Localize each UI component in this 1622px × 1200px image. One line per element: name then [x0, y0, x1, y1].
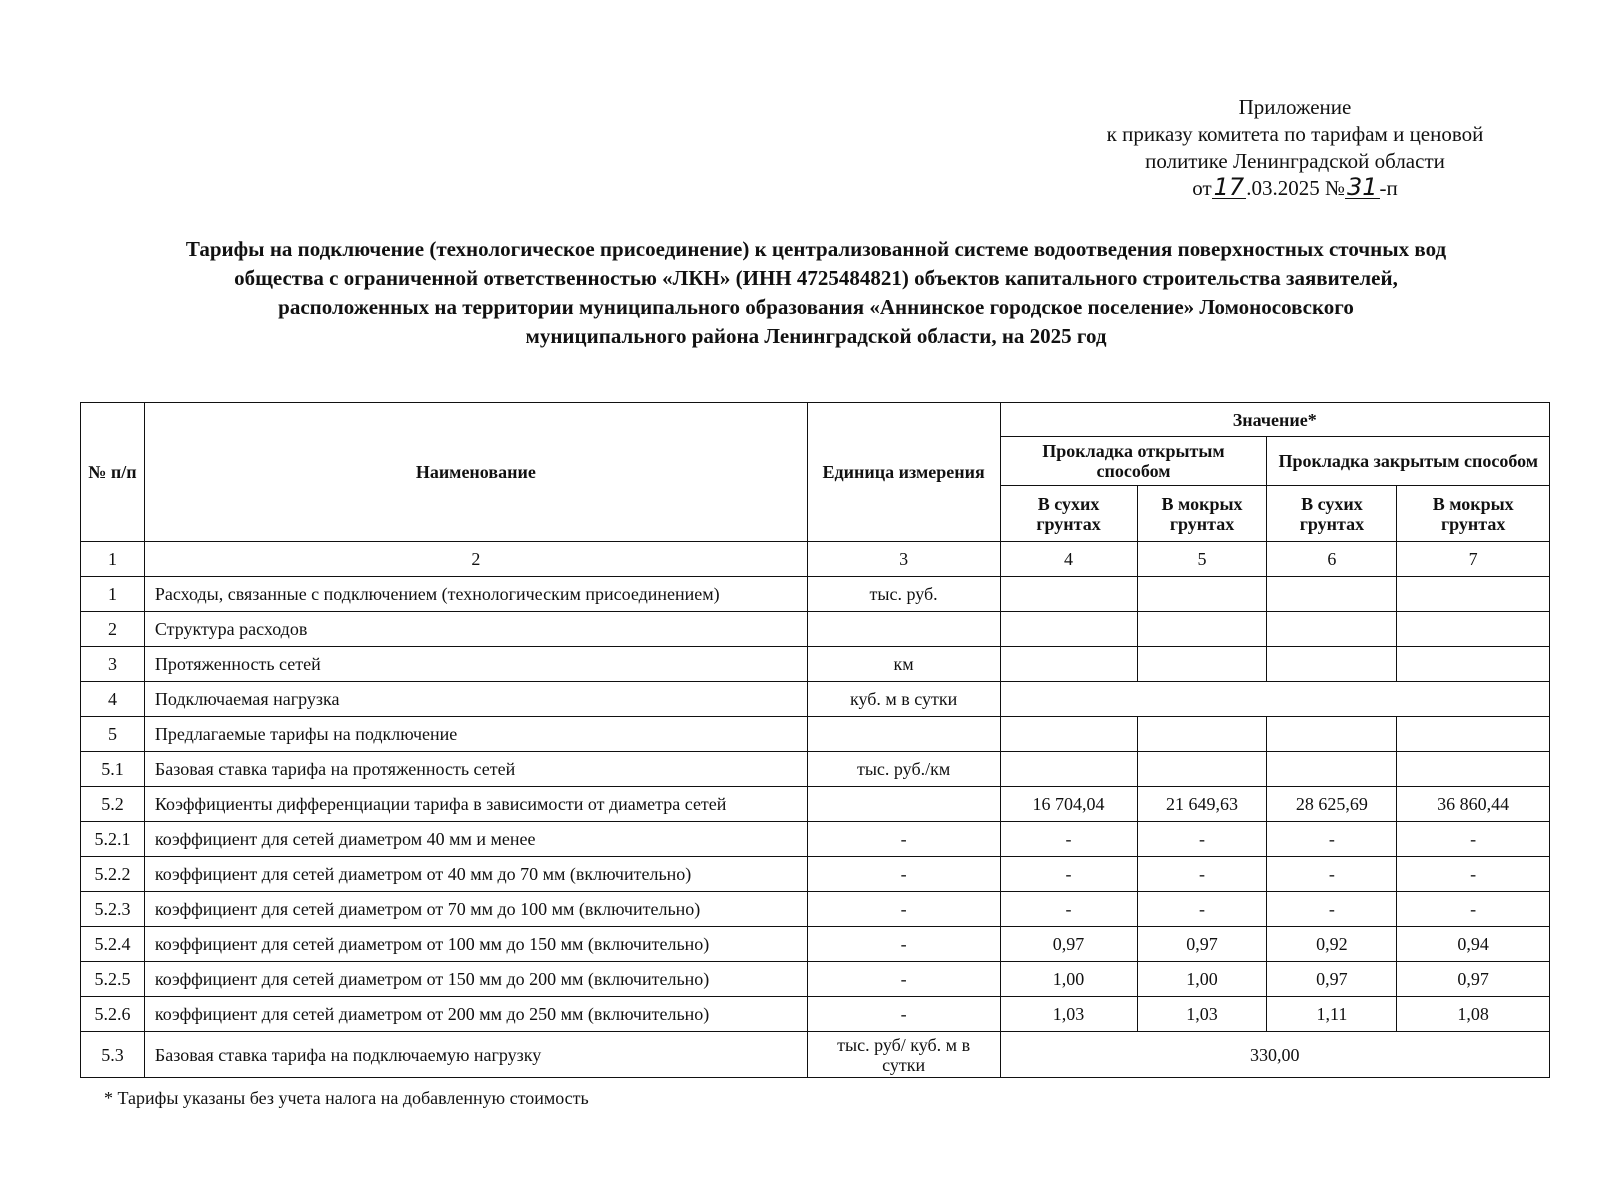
- table-row: [81, 577, 1550, 612]
- date-day-handwritten: 17: [1213, 173, 1245, 201]
- row-number: 5.2.1: [81, 822, 145, 857]
- row-value: [1137, 717, 1267, 752]
- row-name: коэффициент для сетей диаметром от 40 мм до 70 мм (включительно): [144, 857, 807, 892]
- row-value: 0,94: [1397, 927, 1550, 962]
- row-unit: -: [807, 962, 1000, 997]
- row-value: [1267, 647, 1397, 682]
- header-closed-method: Прокладка закрытым способом: [1267, 437, 1550, 486]
- row-number: 4: [81, 682, 145, 717]
- row-name: коэффициент для сетей диаметром от 150 мм до 200 мм (включительно): [144, 962, 807, 997]
- row-value: -: [1397, 822, 1550, 857]
- row-unit: -: [807, 857, 1000, 892]
- row-value: [1397, 717, 1550, 752]
- row-number: 5.3: [81, 1032, 145, 1078]
- header-num: № п/п: [81, 403, 145, 542]
- row-value: 16 704,04: [1000, 787, 1137, 822]
- row-value: -: [1267, 857, 1397, 892]
- table-row: [81, 962, 1550, 997]
- row-number: 5.2.2: [81, 857, 145, 892]
- row-value: [1000, 647, 1137, 682]
- title-line-4: муниципального района Ленинградской области, на 2025 год: [525, 324, 1107, 348]
- title-line-2: общества с ограниченной ответственностью «ЛКН» (ИНН 4725484821) объектов капитального строительства заявителей,: [234, 266, 1398, 290]
- row-number: 5.1: [81, 752, 145, 787]
- row-unit: тыс. руб/ куб. м в сутки: [807, 1032, 1000, 1078]
- header-value: Значение*: [1000, 403, 1550, 437]
- column-number: 4: [1000, 542, 1137, 577]
- row-name: Базовая ставка тарифа на подключаемую нагрузку: [144, 1032, 807, 1078]
- row-number: 1: [81, 577, 145, 612]
- row-value: 36 860,44: [1397, 787, 1550, 822]
- column-number: 7: [1397, 542, 1550, 577]
- title-line-3: расположенных на территории муниципального образования «Аннинское городское поселение» Ломоносовского: [278, 295, 1354, 319]
- column-number: 6: [1267, 542, 1397, 577]
- row-unit: тыс. руб./км: [807, 752, 1000, 787]
- table-row: [81, 647, 1550, 682]
- header-wet-open: В мокрых грунтах: [1137, 486, 1267, 542]
- row-value-merged: 330,00: [1000, 1032, 1550, 1078]
- footnote: * Тарифы указаны без учета налога на добавленную стоимость: [104, 1088, 589, 1108]
- appendix-line-2: к приказу комитета по тарифам и ценовой: [1106, 122, 1484, 146]
- row-value: [1397, 752, 1550, 787]
- row-name: Предлагаемые тарифы на подключение: [144, 717, 807, 752]
- row-value: -: [1137, 892, 1267, 927]
- row-value: -: [1397, 892, 1550, 927]
- row-value: [1000, 612, 1137, 647]
- row-unit: -: [807, 822, 1000, 857]
- row-value: -: [1397, 857, 1550, 892]
- row-value: [1267, 612, 1397, 647]
- table-row: [81, 822, 1550, 857]
- row-value: [1137, 612, 1267, 647]
- row-name: Подключаемая нагрузка: [144, 682, 807, 717]
- appendix-block: [1070, 94, 1520, 202]
- date-suffix: -п: [1379, 176, 1398, 200]
- row-value: 1,03: [1000, 997, 1137, 1032]
- row-value: [1000, 577, 1137, 612]
- row-value: [1397, 577, 1550, 612]
- row-number: 5.2.6: [81, 997, 145, 1032]
- row-name: Коэффициенты дифференциации тарифа в зависимости от диаметра сетей: [144, 787, 807, 822]
- row-unit: -: [807, 997, 1000, 1032]
- row-number: 5.2.5: [81, 962, 145, 997]
- row-number: 5: [81, 717, 145, 752]
- row-number: 2: [81, 612, 145, 647]
- row-name: Структура расходов: [144, 612, 807, 647]
- table-row: [81, 682, 1550, 717]
- row-name: коэффициент для сетей диаметром от 200 мм до 250 мм (включительно): [144, 997, 807, 1032]
- appendix-line-3: политике Ленинградской области: [1145, 149, 1445, 173]
- appendix-line-1: Приложение: [1238, 95, 1352, 119]
- row-value: 28 625,69: [1267, 787, 1397, 822]
- column-number: 1: [81, 542, 145, 577]
- row-value: -: [1267, 892, 1397, 927]
- header-dry-open: В сухих грунтах: [1000, 486, 1137, 542]
- column-number: 2: [144, 542, 807, 577]
- row-value: [1267, 577, 1397, 612]
- row-unit: тыс. руб.: [807, 577, 1000, 612]
- row-value: [1267, 717, 1397, 752]
- row-number: 5.2: [81, 787, 145, 822]
- row-unit: [807, 717, 1000, 752]
- table-row: [81, 927, 1550, 962]
- table-row: [81, 892, 1550, 927]
- row-unit: -: [807, 927, 1000, 962]
- row-value: 0,97: [1137, 927, 1267, 962]
- row-value: [1000, 752, 1137, 787]
- row-name: коэффициент для сетей диаметром от 100 мм до 150 мм (включительно): [144, 927, 807, 962]
- table-row: [81, 787, 1550, 822]
- row-value: -: [1267, 822, 1397, 857]
- header-dry-closed: В сухих грунтах: [1267, 486, 1397, 542]
- appendix-date-line: [1070, 175, 1520, 202]
- row-value: [1397, 647, 1550, 682]
- row-value: [1137, 752, 1267, 787]
- row-value: [1137, 647, 1267, 682]
- table-row: [81, 997, 1550, 1032]
- document-title: [96, 235, 1536, 351]
- row-name: Расходы, связанные с подключением (технологическим присоединением): [144, 577, 807, 612]
- row-number: 5.2.3: [81, 892, 145, 927]
- row-value: -: [1000, 857, 1137, 892]
- row-name: коэффициент для сетей диаметром 40 мм и менее: [144, 822, 807, 857]
- row-value: [1000, 717, 1137, 752]
- row-value: 1,00: [1137, 962, 1267, 997]
- table-row: [81, 1032, 1550, 1078]
- row-value: [1137, 577, 1267, 612]
- row-value: 0,92: [1267, 927, 1397, 962]
- row-value: 0,97: [1397, 962, 1550, 997]
- row-value: 0,97: [1000, 927, 1137, 962]
- header-wet-closed: В мокрых грунтах: [1397, 486, 1550, 542]
- date-prefix: от: [1192, 176, 1212, 200]
- title-line-1: Тарифы на подключение (технологическое присоединение) к централизованной системе водоотведения поверхностных сточных вод: [185, 237, 1447, 261]
- table-row: [81, 857, 1550, 892]
- row-value: -: [1137, 822, 1267, 857]
- table-row: [81, 612, 1550, 647]
- row-value: 0,97: [1267, 962, 1397, 997]
- row-value: [1267, 752, 1397, 787]
- column-number: 3: [807, 542, 1000, 577]
- row-value: 1,03: [1137, 997, 1267, 1032]
- row-number: 3: [81, 647, 145, 682]
- row-unit: -: [807, 892, 1000, 927]
- order-number-handwritten: 31: [1346, 173, 1378, 201]
- row-unit: [807, 612, 1000, 647]
- row-value: 1,08: [1397, 997, 1550, 1032]
- row-name: Протяженность сетей: [144, 647, 807, 682]
- row-unit: км: [807, 647, 1000, 682]
- row-name: коэффициент для сетей диаметром от 70 мм до 100 мм (включительно): [144, 892, 807, 927]
- date-rest: .03.2025 №: [1246, 176, 1345, 200]
- row-value: 1,00: [1000, 962, 1137, 997]
- row-value: 21 649,63: [1137, 787, 1267, 822]
- table-row: [81, 717, 1550, 752]
- header-open-method: Прокладка открытым способом: [1000, 437, 1267, 486]
- row-value: -: [1137, 857, 1267, 892]
- row-unit: [807, 787, 1000, 822]
- header-name: Наименование: [144, 403, 807, 542]
- row-unit: куб. м в сутки: [807, 682, 1000, 717]
- row-number: 5.2.4: [81, 927, 145, 962]
- row-value: -: [1000, 822, 1137, 857]
- row-value-merged: [1000, 682, 1550, 717]
- tariff-table: [80, 402, 1550, 1078]
- header-unit: Единица измерения: [807, 403, 1000, 542]
- table-row: [81, 752, 1550, 787]
- row-value: -: [1000, 892, 1137, 927]
- row-value: [1397, 612, 1550, 647]
- row-value: 1,11: [1267, 997, 1397, 1032]
- column-number: 5: [1137, 542, 1267, 577]
- row-name: Базовая ставка тарифа на протяженность сетей: [144, 752, 807, 787]
- column-number-row: [81, 542, 1550, 577]
